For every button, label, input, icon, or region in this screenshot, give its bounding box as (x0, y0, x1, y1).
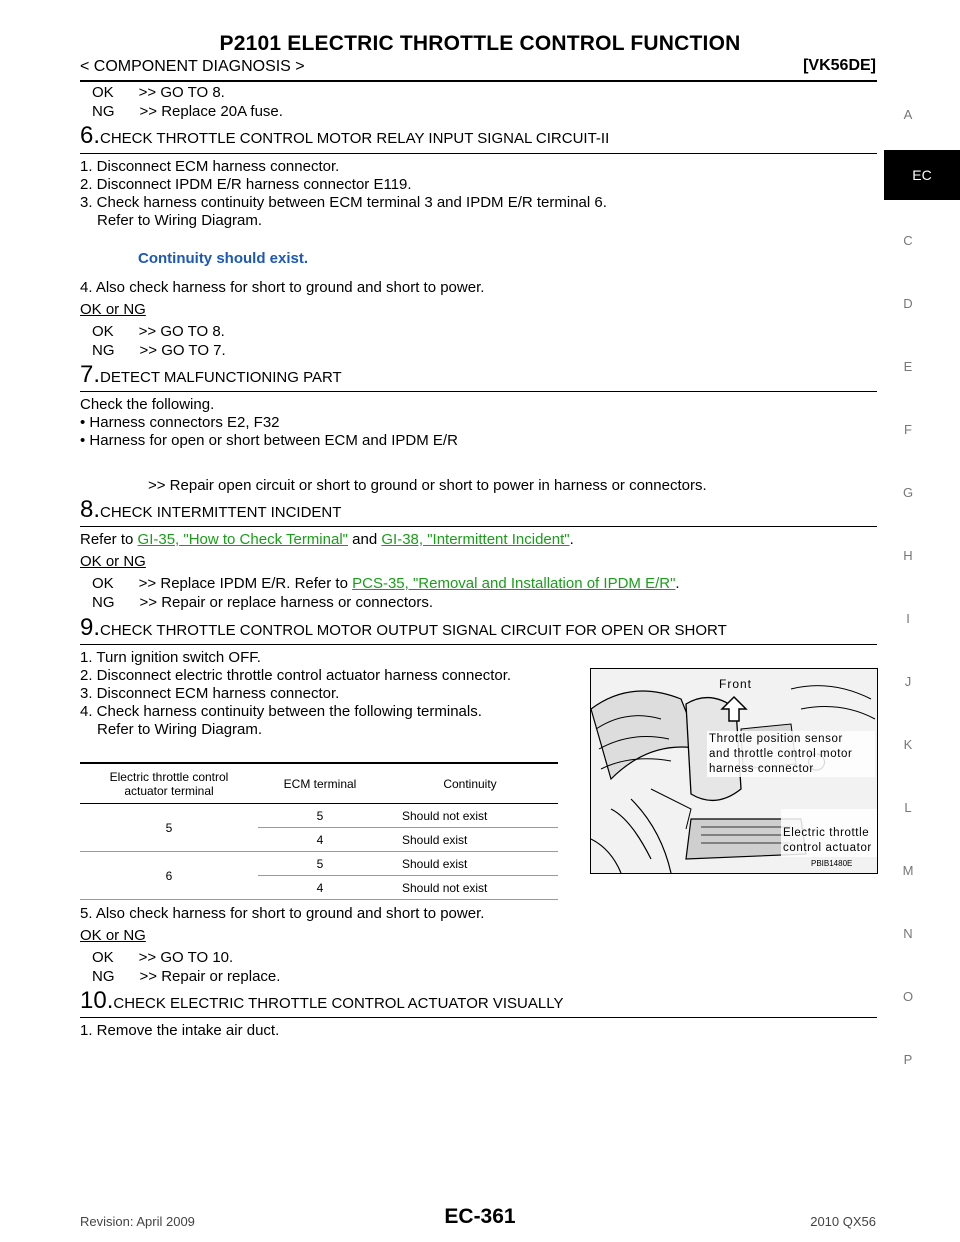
instruction: 1. Disconnect ECM harness connector. (80, 158, 340, 175)
step-title: CHECK THROTTLE CONTROL MOTOR OUTPUT SIGNAL CIRCUIT FOR OPEN OR SHORT (100, 622, 727, 639)
result-ng: NG >> Repair or replace. (92, 968, 281, 985)
spec-text: Continuity should exist. (138, 250, 309, 267)
side-index-j[interactable]: J (904, 674, 912, 689)
step-number: 8. (80, 496, 101, 523)
side-index-p[interactable]: P (903, 1052, 913, 1067)
side-index-ec[interactable]: EC (884, 150, 960, 200)
step-10-heading (80, 987, 563, 1015)
revision-date: Revision: April 2009 (80, 1214, 195, 1229)
header-rule (80, 80, 877, 82)
step-8-heading (80, 496, 341, 524)
step-title: CHECK ELECTRIC THROTTLE CONTROL ACTUATOR VISUALLY (113, 995, 564, 1012)
instruction: Check the following. (80, 396, 215, 413)
refer-text: Refer to (80, 531, 138, 548)
instruction: • Harness for open or short between ECM and IPDM E/R (80, 432, 458, 449)
link-gi-35[interactable]: GI-35, "How to Check Terminal" (137, 531, 348, 548)
instruction: 2. Disconnect electric throttle control actuator harness connector. (80, 667, 512, 684)
step-number: 9. (80, 614, 101, 641)
step-rule (80, 644, 877, 645)
sensor-label-line1: Throttle position sensor (709, 733, 843, 745)
table-header-row (80, 763, 558, 804)
instruction: • Harness connectors E2, F32 (80, 414, 280, 431)
continuity-cell: Should not exist (382, 876, 558, 900)
side-index-f[interactable]: F (904, 422, 912, 437)
side-index-e[interactable]: E (903, 359, 913, 374)
result-ng: NG >> GO TO 7. (92, 342, 226, 359)
ok-or-ng-label: OK or NG (80, 301, 146, 318)
side-index-h[interactable]: H (903, 548, 913, 563)
instruction: Refer to Wiring Diagram. (97, 212, 263, 229)
side-index-k[interactable]: K (903, 737, 913, 752)
result-ok: OK >> GO TO 8. (92, 323, 225, 340)
ecm-terminal-cell: 4 (258, 828, 382, 852)
step-title: DETECT MALFUNCTIONING PART (100, 369, 342, 386)
instruction: 1. Remove the intake air duct. (80, 1022, 280, 1039)
ecm-terminal-cell: 5 (258, 852, 382, 876)
actuator-terminal-cell: 5 (80, 804, 258, 852)
sensor-label-line3: harness connector (709, 763, 814, 775)
ecm-terminal-cell: 4 (258, 876, 382, 900)
continuity-cell: Should exist (382, 852, 558, 876)
instruction: Refer to Wiring Diagram. (97, 721, 263, 738)
model-year: 2010 QX56 (810, 1214, 876, 1229)
continuity-table (80, 762, 558, 900)
result-ok: OK >> GO TO 8. (92, 84, 225, 101)
result-ng: NG >> Repair or replace harness or connectors. (92, 594, 433, 611)
link-pcs-35[interactable]: PCS-35, "Removal and Installation of IPDM E/R" (352, 575, 676, 592)
header-ecm-terminal: ECM terminal (258, 763, 382, 804)
side-index-o[interactable]: O (902, 989, 914, 1004)
result-ok: OK >> GO TO 10. (92, 949, 234, 966)
period: . (675, 575, 680, 592)
link-gi-38[interactable]: GI-38, "Intermittent Incident" (381, 531, 570, 548)
continuity-cell: Should exist (382, 828, 558, 852)
step-rule (80, 526, 877, 527)
page-title: P2101 ELECTRIC THROTTLE CONTROL FUNCTION (219, 32, 741, 55)
step-rule (80, 391, 877, 392)
result-ok-text: OK >> Replace IPDM E/R. Refer to (92, 575, 353, 592)
table-row (80, 804, 558, 828)
step-9-heading (80, 614, 727, 642)
instruction: 5. Also check harness for short to ground and short to power. (80, 905, 485, 922)
sensor-label-line2: and throttle control motor (709, 748, 853, 760)
instruction: 3. Check harness continuity between ECM terminal 3 and IPDM E/R terminal 6. (80, 194, 607, 211)
figure-code: PBIB1480E (811, 859, 853, 868)
side-index-a[interactable]: A (903, 107, 913, 122)
actuator-figure (590, 668, 878, 874)
result-ok (92, 575, 680, 592)
section-path: < COMPONENT DIAGNOSIS > (80, 58, 305, 75)
step-7-heading (80, 361, 342, 389)
step-rule (80, 1017, 877, 1018)
step-number: 7. (80, 361, 101, 388)
side-index-d[interactable]: D (903, 296, 913, 311)
instruction: 4. Check harness continuity between the following terminals. (80, 703, 482, 720)
engine-code: [VK56DE] (803, 57, 876, 74)
refer-line (80, 531, 574, 548)
instruction: 4. Also check harness for short to ground and short to power. (80, 279, 485, 296)
period: . (569, 531, 574, 548)
side-index-g[interactable]: G (902, 485, 914, 500)
header-actuator-terminal: Electric throttle control actuator terminal (80, 763, 258, 804)
side-index-c[interactable]: C (903, 233, 913, 248)
continuity-cell: Should not exist (382, 804, 558, 828)
ecm-terminal-cell: 5 (258, 804, 382, 828)
page-number: EC-361 (444, 1205, 516, 1228)
actuator-terminal-cell: 6 (80, 852, 258, 900)
step-title: CHECK INTERMITTENT INCIDENT (100, 504, 342, 521)
table-row (80, 852, 558, 876)
actuator-label-line2: control actuator (783, 842, 872, 854)
instruction: 1. Turn ignition switch OFF. (80, 649, 261, 666)
step-title: CHECK THROTTLE CONTROL MOTOR RELAY INPUT SIGNAL CIRCUIT-II (100, 130, 610, 147)
front-label: Front (719, 677, 753, 691)
side-index-n[interactable]: N (903, 926, 913, 941)
step-6-heading (80, 122, 609, 150)
and-text: and (347, 531, 382, 548)
ok-or-ng-label: OK or NG (80, 927, 146, 944)
instruction: 3. Disconnect ECM harness connector. (80, 685, 340, 702)
ok-or-ng-label: OK or NG (80, 553, 146, 570)
step-rule (80, 153, 877, 154)
instruction: 2. Disconnect IPDM E/R harness connector E119. (80, 176, 412, 193)
step-number: 10. (80, 987, 114, 1014)
side-index-i[interactable]: I (906, 611, 910, 626)
step-number: 6. (80, 122, 101, 149)
side-index-m[interactable]: M (902, 863, 914, 878)
actuator-label-line1: Electric throttle (783, 827, 870, 839)
header-continuity: Continuity (382, 763, 558, 804)
result-ng: NG >> Replace 20A fuse. (92, 103, 283, 120)
result-text: >> Repair open circuit or short to ground or short to power in harness or connectors. (148, 477, 707, 494)
side-index-l[interactable]: L (904, 800, 912, 815)
